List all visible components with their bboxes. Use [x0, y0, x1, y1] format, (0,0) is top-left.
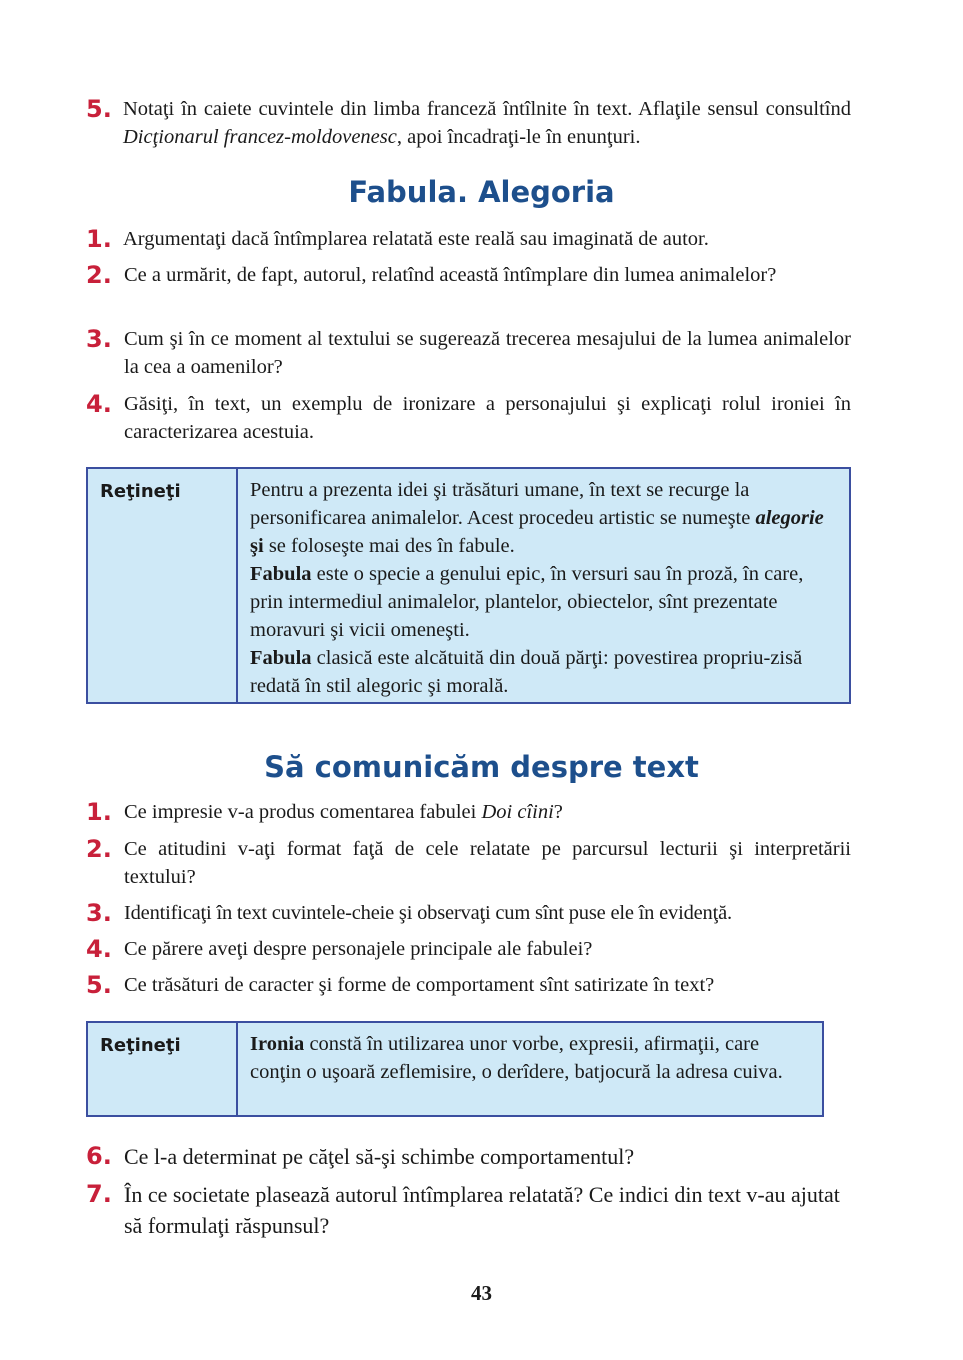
section-heading: Să comunicăm despre text	[264, 750, 699, 784]
note-paragraph: Pentru a prezenta idei şi trăsături umane, în text se recurge la personificarea animalelor. Acest procedeu artistic se numeşte alegorie şi se foloseşte mai des în fabule.	[250, 479, 824, 557]
question-text: Ce trăsături de caracter şi forme de comportament sînt satirizate în text?	[124, 974, 715, 996]
question-number: 3.	[86, 899, 112, 927]
question-number: 3.	[86, 325, 112, 353]
question-text: Ce impresie v-a produs comentarea fabulei Doi cîini?	[124, 801, 563, 823]
question-item	[86, 261, 851, 289]
question-item	[86, 935, 851, 963]
question-text: Argumentaţi dacă întîmplarea relatată este reală sau imaginată de autor.	[123, 228, 709, 250]
question-text: Ce părere aveţi despre personajele principale ale fabulei?	[124, 938, 593, 960]
note-paragraph: Fabula este o specie a genului epic, în versuri sau în proză, în care, prin intermediul animalelor, plantelor, obiectelor, sînt prezentate moravuri şi vicii omeneşti.	[250, 563, 804, 641]
question-number: 5.	[86, 971, 112, 999]
question-number: 1.	[86, 798, 112, 826]
question-number: 2.	[86, 261, 112, 289]
question-number: 2.	[86, 835, 112, 863]
question-item	[86, 899, 851, 927]
note-body	[250, 476, 839, 700]
note-body	[250, 1030, 808, 1086]
question-text: Cum şi în ce moment al textului se sugerează trecerea mesajului de la lumea animalelor la cea a oamenilor?	[124, 328, 851, 378]
question-number: 4.	[86, 390, 112, 418]
question-item	[86, 798, 851, 826]
question-text: Ce a urmărit, de fapt, autorul, relatînd această întîmplare din lumea animalelor?	[124, 264, 777, 286]
note-box	[86, 467, 851, 704]
question-text: Identificaţi în text cuvintele-cheie şi observaţi cum sînt puse ele în evidenţă.	[124, 902, 732, 924]
question-text: Notaţi în caiete cuvintele din limba franceză întîlnite în text. Aflaţile sensul consultînd Dicţionarul francez-moldovenesc, apoi încadraţi-le în enunţuri.	[123, 98, 851, 148]
note-box	[86, 1021, 824, 1117]
question-item	[86, 325, 851, 381]
question-text: Ce l-a determinat pe căţel să-şi schimbe comportamentul?	[124, 1144, 635, 1169]
question-text: În ce societate plasează autorul întîmplarea relatată? Ce indici din text v-au ajutat să formulaţi răspunsul?	[124, 1182, 840, 1238]
question-item	[86, 1179, 851, 1241]
page-number: 43	[471, 1281, 492, 1305]
question-text: Găsiţi, în text, un exemplu de ironizare a personajului şi explicaţi rolul ironiei în caracterizarea acestuia.	[124, 393, 851, 443]
question-item	[86, 835, 851, 891]
question-item	[86, 225, 851, 253]
question-number: 5.	[86, 95, 112, 123]
question-number: 6.	[86, 1142, 112, 1170]
question-number: 4.	[86, 935, 112, 963]
note-paragraph: Ironia constă în utilizarea unor vorbe, expresii, afirmaţii, care conţin o uşoară zeflemisire, o derîdere, batjocură la adresa cuiva.	[250, 1033, 783, 1083]
note-label: Reţineţi	[88, 1023, 238, 1115]
question-number: 7.	[86, 1180, 112, 1208]
question-item	[86, 95, 851, 151]
question-item	[86, 1141, 851, 1172]
question-item	[86, 390, 851, 446]
question-number: 1.	[86, 225, 112, 253]
note-paragraph: Fabula clasică este alcătuită din două părţi: povestirea propriu-zisă redată în stil alegoric şi morală.	[250, 647, 803, 697]
question-text: Ce atitudini v-aţi format faţă de cele relatate pe parcursul lecturii şi interpretării textului?	[124, 838, 851, 888]
question-item	[86, 971, 851, 999]
note-label: Reţineţi	[88, 469, 238, 702]
section-heading: Fabula. Alegoria	[348, 175, 615, 209]
